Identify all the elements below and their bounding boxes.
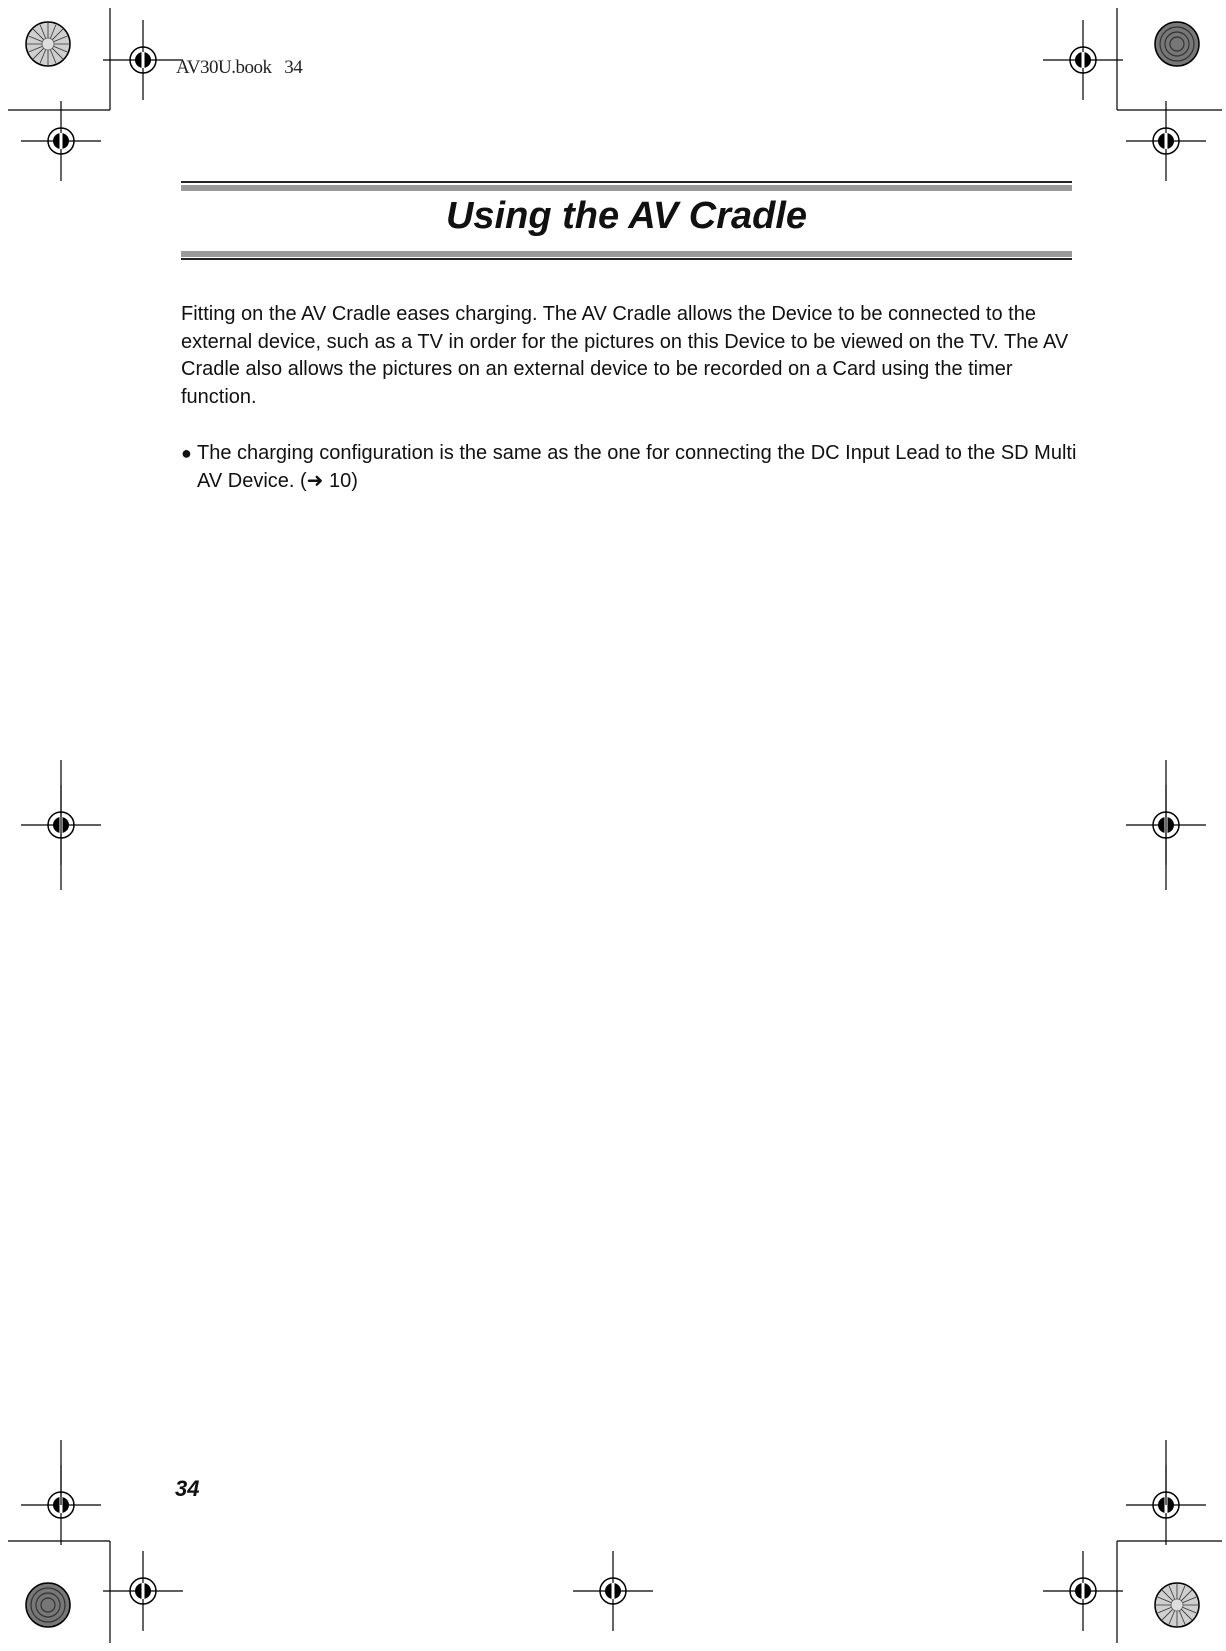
registration-mark bbox=[103, 1551, 183, 1631]
title-rule-bottom bbox=[181, 251, 1072, 261]
swirl-target-top-right bbox=[1155, 22, 1199, 66]
burst-target-bottom-right bbox=[1155, 1583, 1199, 1627]
bullet-item bbox=[181, 440, 1081, 495]
burst-target-top-left bbox=[26, 22, 70, 66]
intro-paragraph: Fitting on the AV Cradle eases charging. The AV Cradle allows the Device to be connected to the external device, such as a TV in order for the pictures on this Device to be viewed on the TV. The AV Cradle also allows the pictures on an external device to be recorded on a Card using the timer function. bbox=[181, 303, 1069, 408]
bullet-text: The charging configuration is the same as the one for connecting the DC Input Lead to the SD Multi AV Device. (➜ 10) bbox=[197, 442, 1077, 492]
registration-mark bbox=[1043, 20, 1123, 100]
registration-mark bbox=[1126, 101, 1206, 181]
swirl-target-bottom-left bbox=[26, 1583, 70, 1627]
print-header-note: AV30U.book 34 bbox=[176, 57, 303, 78]
title-rule-top bbox=[181, 181, 1072, 191]
registration-mark bbox=[1043, 1551, 1123, 1631]
registration-mark bbox=[573, 1551, 653, 1631]
registration-mark bbox=[21, 101, 101, 181]
registration-mark bbox=[103, 20, 183, 100]
page-number: 34 bbox=[175, 1476, 200, 1501]
page-title: Using the AV Cradle bbox=[445, 195, 808, 237]
bullet-marker: ● bbox=[181, 443, 192, 463]
